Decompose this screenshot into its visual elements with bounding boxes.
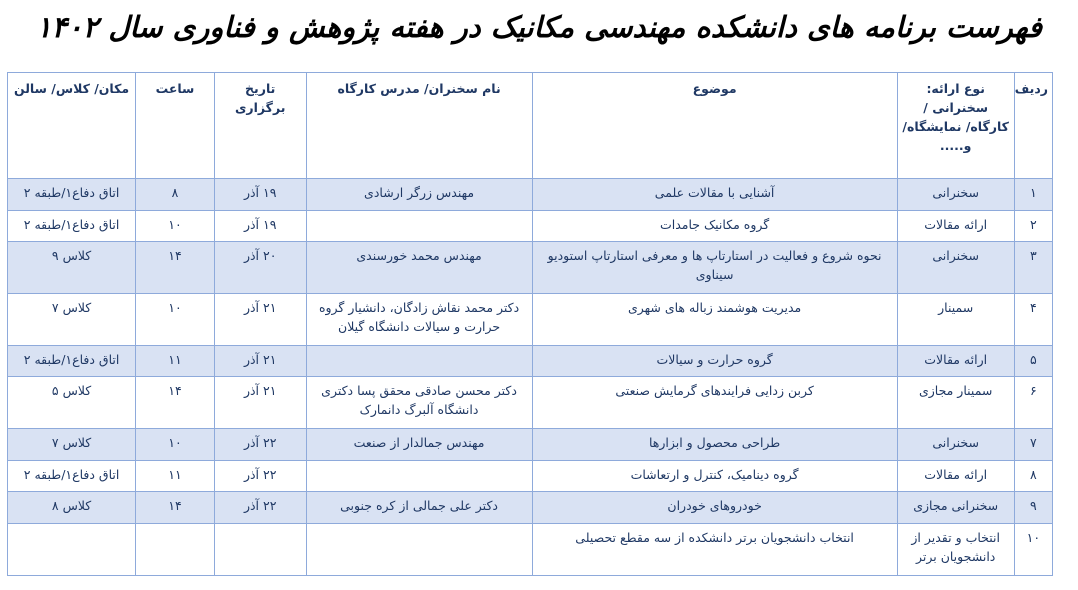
cell-date: ۲۲ آذر: [214, 429, 306, 461]
cell-row-no: ۵: [1014, 346, 1052, 377]
cell-speaker: [306, 461, 532, 492]
cell-date: ۲۲ آذر: [214, 492, 306, 524]
cell-topic: آشنایی با مقالات علمی: [532, 179, 897, 211]
cell-type: انتخاب و تقدیر از دانشجویان برتر: [897, 524, 1014, 576]
table-row: [8, 211, 1053, 242]
cell-type: سمینار مجازی: [897, 377, 1014, 429]
cell-time: ۱۱: [136, 461, 215, 492]
cell-row-no: ۹: [1014, 492, 1052, 524]
cell-date: ۲۲ آذر: [214, 461, 306, 492]
cell-date: ۲۰ آذر: [214, 242, 306, 294]
header-topic: موضوع: [532, 73, 897, 179]
cell-row-no: ۷: [1014, 429, 1052, 461]
cell-type: ارائه مقالات: [897, 346, 1014, 377]
cell-topic: خودروهای خودران: [532, 492, 897, 524]
cell-time: [136, 524, 215, 576]
cell-topic: انتخاب دانشجویان برتر دانشکده از سه مقطع تحصیلی: [532, 524, 897, 576]
cell-speaker: مهندس جمالدار از صنعت: [306, 429, 532, 461]
header-date: تاریخ برگزاری: [214, 73, 306, 179]
cell-date: ۲۱ آذر: [214, 377, 306, 429]
page-title: فهرست برنامه های دانشکده مهندسی مکانیک در هفته پژوهش و فناوری سال ۱۴۰۲: [35, 10, 1043, 44]
table-row: [8, 429, 1053, 461]
cell-type: سخنرانی: [897, 179, 1014, 211]
cell-time: ۱۴: [136, 242, 215, 294]
cell-location: اتاق دفاع۱/طبقه ۲: [8, 346, 136, 377]
cell-row-no: ۱۰: [1014, 524, 1052, 576]
cell-speaker: مهندس زرگر ارشادی: [306, 179, 532, 211]
cell-topic: گروه دینامیک، کنترل و ارتعاشات: [532, 461, 897, 492]
cell-topic: طراحی محصول و ابزارها: [532, 429, 897, 461]
cell-type: سخنرانی: [897, 429, 1014, 461]
cell-time: ۱۰: [136, 211, 215, 242]
cell-date: ۱۹ آذر: [214, 179, 306, 211]
cell-location: کلاس ۷: [8, 429, 136, 461]
table-row: [8, 461, 1053, 492]
cell-row-no: ۸: [1014, 461, 1052, 492]
cell-location: کلاس ۹: [8, 242, 136, 294]
cell-speaker: [306, 211, 532, 242]
cell-location: اتاق دفاع۱/طبقه ۲: [8, 461, 136, 492]
cell-speaker: مهندس محمد خورسندی: [306, 242, 532, 294]
cell-date: ۱۹ آذر: [214, 211, 306, 242]
table-row: [8, 492, 1053, 524]
cell-type: سخنرانی: [897, 242, 1014, 294]
cell-time: ۱۰: [136, 294, 215, 346]
cell-time: ۱۰: [136, 429, 215, 461]
cell-topic: نحوه شروع و فعالیت در استارتاپ ها و معرفی استارتاپ استودیو سیناوی: [532, 242, 897, 294]
cell-location: کلاس ۷: [8, 294, 136, 346]
cell-speaker: دکتر محمد نقاش زادگان، دانشیار گروه حرارت و سیالات دانشگاه گیلان: [306, 294, 532, 346]
cell-row-no: ۴: [1014, 294, 1052, 346]
schedule-table: [7, 72, 1053, 576]
cell-topic: گروه مکانیک جامدات: [532, 211, 897, 242]
cell-time: ۸: [136, 179, 215, 211]
cell-time: ۱۱: [136, 346, 215, 377]
header-time: ساعت: [136, 73, 215, 179]
cell-location: [8, 524, 136, 576]
cell-row-no: ۶: [1014, 377, 1052, 429]
table-row: [8, 377, 1053, 429]
cell-speaker: دکتر محسن صادقی محقق پسا دکتری دانشگاه آلبرگ دانمارک: [306, 377, 532, 429]
header-row: [8, 73, 1053, 179]
cell-speaker: دکتر علی جمالی از کره جنوبی: [306, 492, 532, 524]
table-row: [8, 294, 1053, 346]
header-row-no: ردیف: [1014, 73, 1052, 179]
table-row: [8, 242, 1053, 294]
header-type: نوع ارائه: سخنرانی / کارگاه/ نمایشگاه/ و.....: [897, 73, 1014, 179]
cell-type: سمینار: [897, 294, 1014, 346]
table-row: [8, 524, 1053, 576]
cell-row-no: ۲: [1014, 211, 1052, 242]
cell-type: ارائه مقالات: [897, 211, 1014, 242]
cell-row-no: ۳: [1014, 242, 1052, 294]
cell-topic: مدیریت هوشمند زباله های شهری: [532, 294, 897, 346]
cell-topic: کربن زدایی فرایندهای گرمایش صنعتی: [532, 377, 897, 429]
cell-row-no: ۱: [1014, 179, 1052, 211]
cell-speaker: [306, 524, 532, 576]
cell-date: [214, 524, 306, 576]
header-speaker: نام سخنران/ مدرس کارگاه: [306, 73, 532, 179]
cell-date: ۲۱ آذر: [214, 294, 306, 346]
cell-speaker: [306, 346, 532, 377]
cell-topic: گروه حرارت و سیالات: [532, 346, 897, 377]
cell-time: ۱۴: [136, 492, 215, 524]
cell-time: ۱۴: [136, 377, 215, 429]
cell-location: کلاس ۵: [8, 377, 136, 429]
cell-type: سخنرانی مجازی: [897, 492, 1014, 524]
cell-type: ارائه مقالات: [897, 461, 1014, 492]
cell-location: اتاق دفاع۱/طبقه ۲: [8, 211, 136, 242]
cell-location: کلاس ۸: [8, 492, 136, 524]
table-row: [8, 179, 1053, 211]
table-row: [8, 346, 1053, 377]
header-location: مکان/ کلاس/ سالن: [8, 73, 136, 179]
cell-location: اتاق دفاع۱/طبقه ۲: [8, 179, 136, 211]
cell-date: ۲۱ آذر: [214, 346, 306, 377]
